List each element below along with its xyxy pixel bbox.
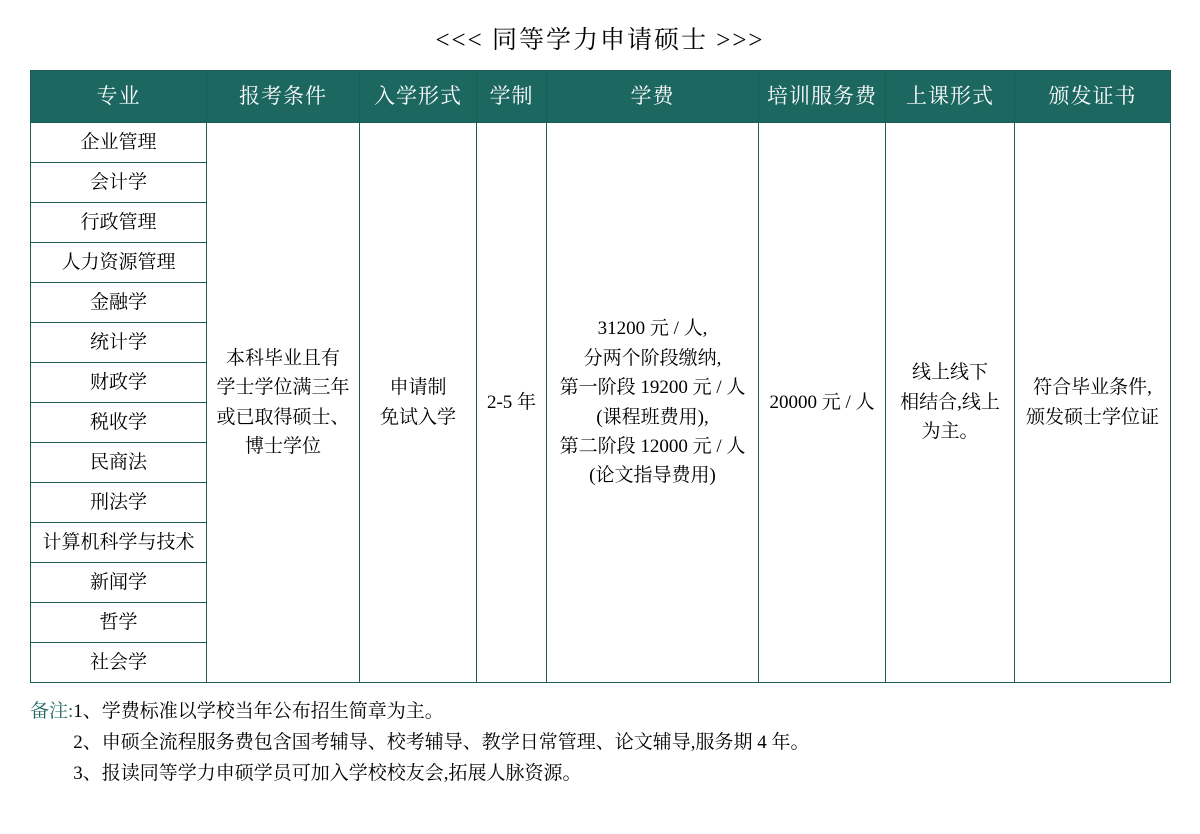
condition-line: 博士学位: [244, 435, 321, 457]
tuition-line: (课程班费用),: [596, 406, 709, 428]
major-cell: 哲学: [31, 603, 207, 643]
major-cell: 人力资源管理: [31, 243, 207, 283]
duration-cell: 2-5 年: [477, 123, 547, 683]
column-header-service-fee: 培训服务费: [759, 71, 886, 123]
column-header-certificate: 颁发证书: [1015, 71, 1171, 123]
major-cell: 计算机科学与技术: [31, 523, 207, 563]
table-row: [31, 123, 1171, 163]
major-cell: 企业管理: [31, 123, 207, 163]
notes-label: 备注:: [30, 701, 74, 722]
condition-line: 或已取得硕士、: [216, 406, 350, 428]
column-header-condition: 报考条件: [207, 71, 360, 123]
column-header-duration: 学制: [477, 71, 547, 123]
tuition-line: 分两个阶段缴纳,: [583, 347, 722, 369]
major-cell: 统计学: [31, 323, 207, 363]
table-header-row: [31, 71, 1171, 123]
service-fee-cell: 20000 元 / 人: [759, 123, 886, 683]
condition-line: 本科毕业且有: [225, 347, 340, 369]
entry-form-cell: [360, 123, 477, 683]
tuition-cell: [547, 123, 759, 683]
certificate-cell: [1015, 123, 1171, 683]
class-form-line: 线上线下: [911, 362, 988, 384]
tuition-line: 第二阶段 12000 元 / 人: [559, 435, 746, 457]
major-cell: 财政学: [31, 363, 207, 403]
page-title: <<< 同等学力申请硕士 >>>: [435, 27, 765, 54]
note-item: 1、学费标准以学校当年公布招生简章为主。: [73, 701, 444, 722]
major-cell: 金融学: [31, 283, 207, 323]
note-item: 3、报读同等学力申硕学员可加入学校校友会,拓展人脉资源。: [73, 762, 582, 784]
class-form-line: 相结合,线上: [900, 391, 1000, 413]
major-cell: 社会学: [31, 643, 207, 683]
major-cell: 民商法: [31, 443, 207, 483]
note-item: 2、申硕全流程服务费包含国考辅导、校考辅导、教学日常管理、论文辅导,服务期 4 年。: [73, 731, 810, 753]
major-cell: 税收学: [31, 403, 207, 443]
notes-section: [30, 697, 1170, 789]
class-form-line: 为主。: [921, 421, 979, 443]
major-cell: 新闻学: [31, 563, 207, 603]
tuition-line: 第一阶段 19200 元 / 人: [559, 377, 746, 399]
tuition-line: 31200 元 / 人,: [597, 318, 708, 340]
entry-form-line: 申请制: [389, 377, 447, 399]
major-cell: 刑法学: [31, 483, 207, 523]
certificate-line: 符合毕业条件,: [1033, 377, 1152, 399]
major-cell: 行政管理: [31, 203, 207, 243]
entry-form-line: 免试入学: [379, 406, 456, 428]
program-table: [30, 70, 1171, 683]
notes-list: [73, 697, 809, 789]
class-form-cell: [886, 123, 1015, 683]
program-table-container: [30, 70, 1170, 683]
certificate-line: 颁发硕士学位证: [1025, 406, 1159, 428]
column-header-class-form: 上课形式: [886, 71, 1015, 123]
tuition-line: (论文指导费用): [589, 465, 716, 487]
major-cell: 会计学: [31, 163, 207, 203]
column-header-tuition: 学费: [547, 71, 759, 123]
column-header-major: 专业: [31, 71, 207, 123]
column-header-entry-form: 入学形式: [360, 71, 477, 123]
condition-line: 学士学位满三年: [216, 377, 350, 399]
condition-cell: [207, 123, 360, 683]
